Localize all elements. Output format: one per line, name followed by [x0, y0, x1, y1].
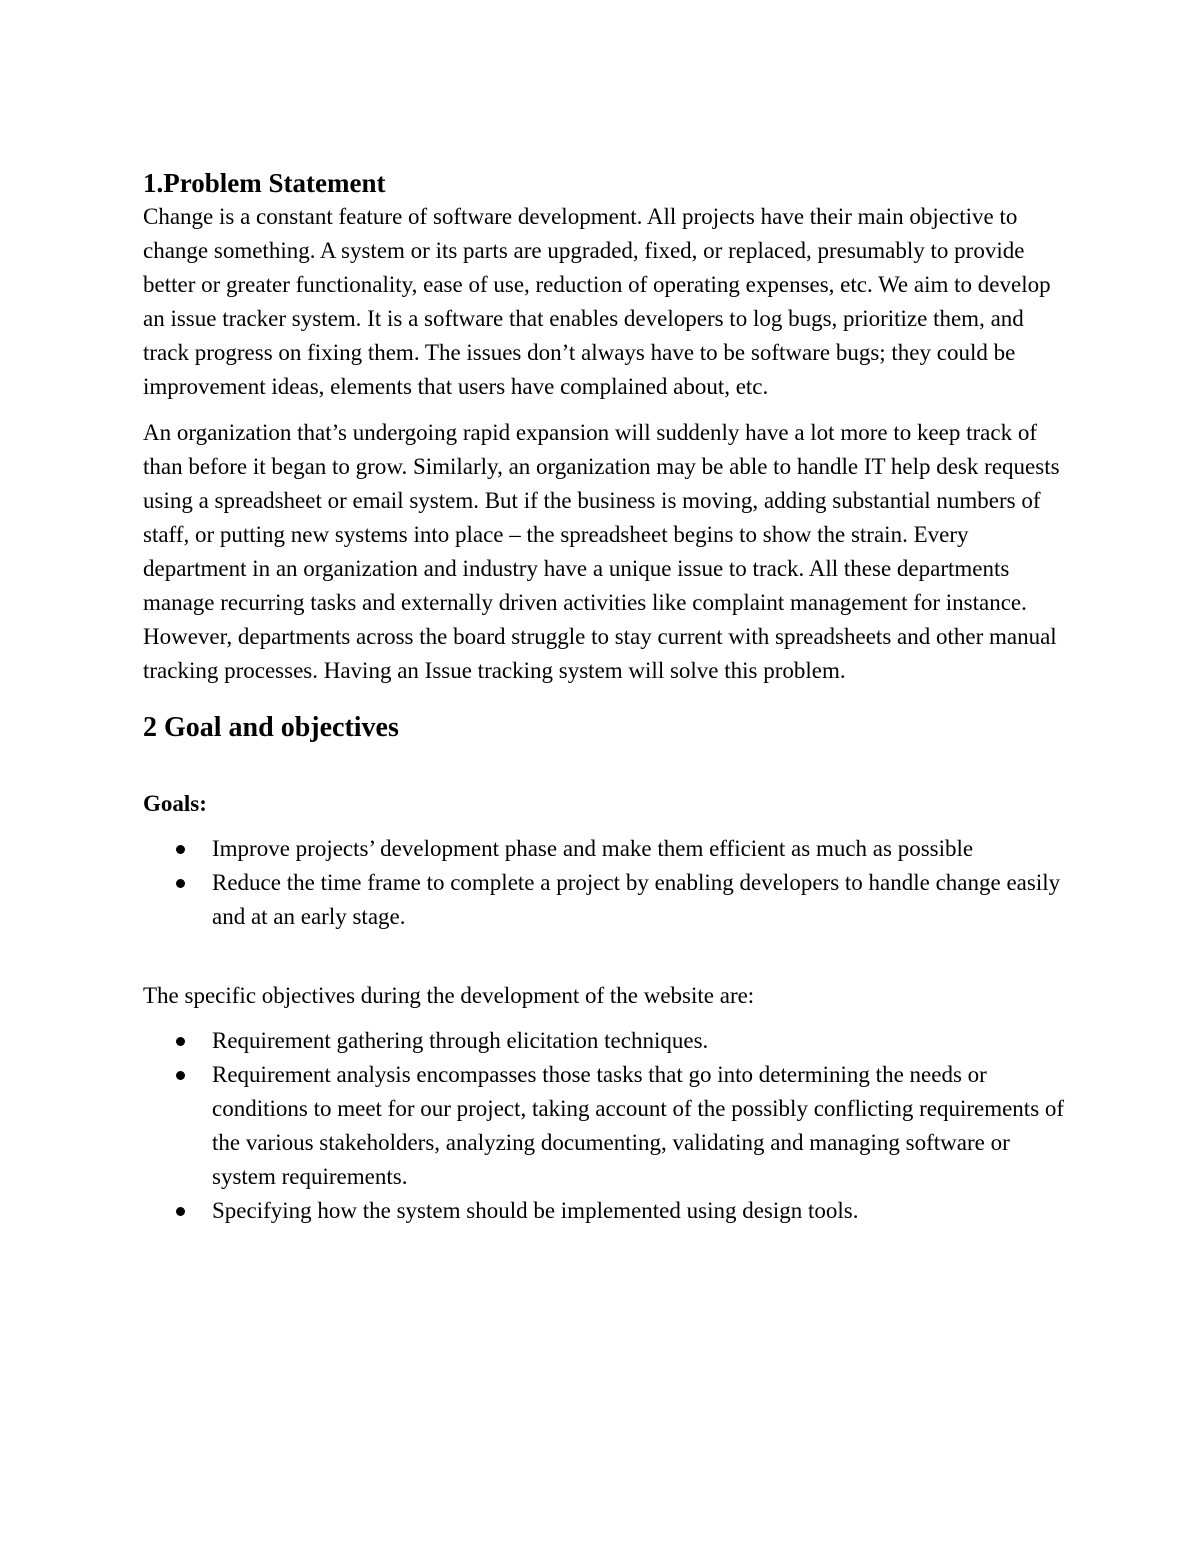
- problem-statement-heading: 1.Problem Statement: [143, 168, 386, 198]
- bullet-icon: [176, 1037, 185, 1046]
- document-page: [143, 166, 1073, 1228]
- objectives-list-item: [143, 1194, 1073, 1228]
- goals-label: Goals:: [143, 791, 207, 816]
- bullet-icon: [176, 879, 185, 888]
- goals-list-item: [143, 866, 1073, 934]
- bullet-icon: [176, 1207, 185, 1216]
- goal-and-objectives-heading: 2 Goal and objectives: [143, 712, 399, 743]
- bullet-icon: [176, 1071, 185, 1080]
- problem-statement-paragraph-2: An organization that’s undergoing rapid expansion will suddenly have a lot more to keep track of than before it began to grow. Similarly, an organization may be able to handle IT help desk requests using a spreadsheet or email system. But if the business is moving, adding substantial numbers of staff, or putting new systems into place – the spreadsheet begins to show the strain. Every department in an organization and industry have a unique issue to track. All these departments manage recurring tasks and externally driven activities like complaint management for instance. However, departments across the board struggle to stay current with spreadsheets and other manual tracking processes. Having an Issue tracking system will solve this problem.: [143, 420, 1060, 683]
- objectives-intro: The specific objectives during the development of the website are:: [143, 983, 755, 1008]
- goals-list: [143, 832, 1073, 934]
- bullet-icon: [176, 845, 185, 854]
- goal-text: Reduce the time frame to complete a project by enabling developers to handle change easily and at an early stage.: [212, 870, 1061, 929]
- objectives-list-item: [143, 1058, 1073, 1194]
- objective-text: Requirement analysis encompasses those tasks that go into determining the needs or conditions to meet for our project, taking account of the possibly conflicting requirements of the various stakeholders, analyzing documenting, validating and managing software or system requirements.: [212, 1062, 1065, 1189]
- objectives-list: [143, 1024, 1073, 1228]
- goal-text: Improve projects’ development phase and make them efficient as much as possible: [212, 836, 974, 861]
- objective-text: Requirement gathering through elicitation techniques.: [212, 1028, 709, 1053]
- objectives-list-item: [143, 1024, 1073, 1058]
- objective-text: Specifying how the system should be implemented using design tools.: [212, 1198, 859, 1223]
- goals-list-item: [143, 832, 1073, 866]
- problem-statement-paragraph-1: Change is a constant feature of software development. All projects have their main objective to change something. A system or its parts are upgraded, fixed, or replaced, presumably to provide better or greater functionality, ease of use, reduction of operating expenses, etc. We aim to develop an issue tracker system. It is a software that enables developers to log bugs, prioritize them, and track progress on fixing them. The issues don’t always have to be software bugs; they could be improvement ideas, elements that users have complained about, etc.: [143, 204, 1051, 399]
